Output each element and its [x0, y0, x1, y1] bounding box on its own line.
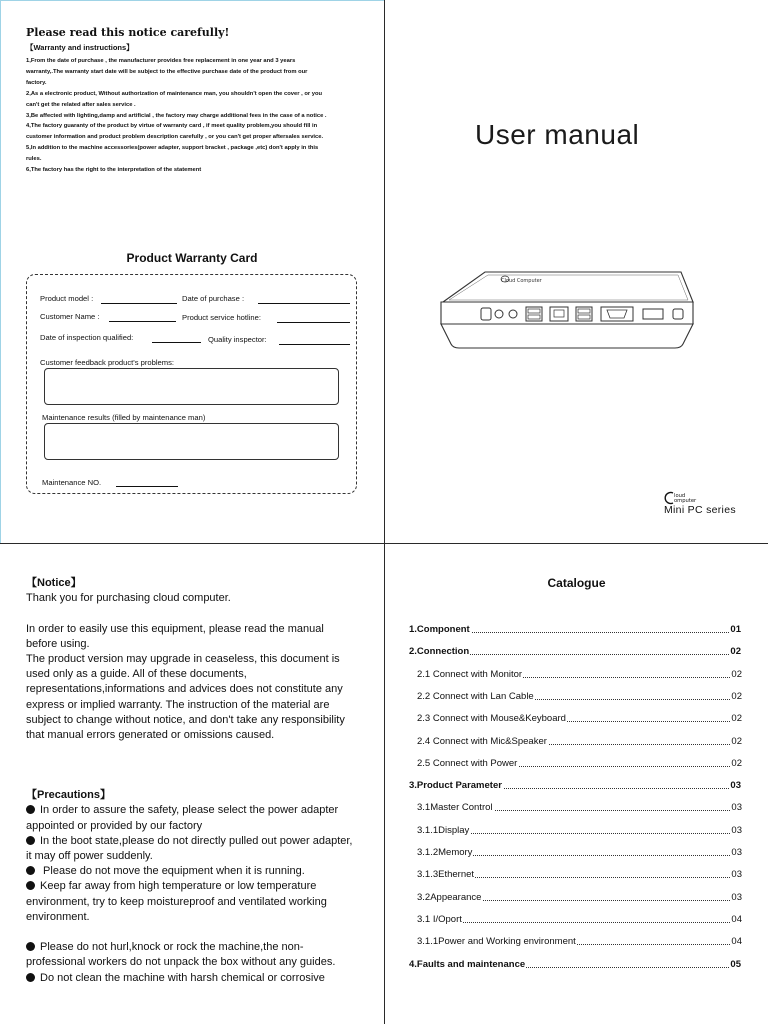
catalogue-entry-page: 03	[731, 802, 742, 814]
inspection-date-label: Date of inspection qualified:	[40, 333, 134, 342]
product-model-field[interactable]	[101, 303, 177, 304]
maintenance-no-field[interactable]	[116, 486, 178, 487]
cover-title: User manual	[475, 119, 640, 150]
cover-page	[385, 0, 768, 543]
precaution-item	[26, 803, 358, 833]
maintenance-no-label: Maintenance NO.	[42, 478, 102, 487]
thanks-text: Thank you for purchasing cloud computer.	[26, 592, 231, 605]
catalogue-entry-page: 02	[731, 757, 742, 769]
svg-text:loud: loud	[674, 493, 686, 499]
catalogue-entry[interactable]	[417, 847, 742, 858]
catalogue-page	[385, 544, 768, 1024]
catalogue-entry-page: 03	[731, 891, 742, 903]
catalogue-entry[interactable]	[417, 869, 742, 880]
catalogue-entry-page: 02	[731, 690, 742, 702]
catalogue-entry-label: 2.4 Connect with Mic&Speaker	[417, 735, 547, 747]
precaution-text: In the boot state,please do not directly pulled out power adapter, it may off power suddenly.	[26, 834, 353, 863]
service-hotline-label: Product service hotline:	[182, 313, 261, 322]
catalogue-entry-label: 2.Connection	[409, 646, 470, 658]
catalogue-entry-label: 3.1.3Ethernet	[417, 869, 475, 881]
service-hotline-field[interactable]	[277, 322, 350, 323]
catalogue-entry[interactable]	[417, 713, 742, 724]
warranty-term-line: warranty,.The warranty start date will be subject to the effective purchase date of the product from our	[26, 68, 308, 75]
catalogue-entry-page: 01	[730, 624, 741, 635]
warranty-term-line: 5,In addition to the machine accessories(power adapter, support bracket , package ,etc) don't apply in this	[26, 145, 319, 152]
warranty-card	[26, 274, 357, 494]
precaution-item	[26, 864, 358, 879]
catalogue-entry-label: 3.1.2Memory	[417, 847, 473, 858]
catalogue-entry[interactable]	[409, 959, 741, 970]
catalogue-entry-page: 03	[731, 824, 742, 836]
feedback-box[interactable]	[44, 368, 339, 405]
catalogue-entry-label: 2.5 Connect with Power	[417, 757, 518, 769]
maintenance-results-label: Maintenance results (filled by maintenance man)	[42, 413, 206, 422]
precaution-text: Keep far away from high temperature or low temperature environment, try to keep moistureproof and ventilated working environment.	[26, 880, 327, 923]
precaution-text: Please do not hurl,knock or rock the machine,the non-professional workers do not unpack the box without any guides.	[26, 941, 336, 969]
notice-precautions-page	[0, 544, 384, 1024]
warranty-subtitle: 【Warranty and instructions】	[26, 43, 134, 52]
feedback-label: Customer feedback product's problems:	[40, 358, 174, 367]
catalogue-entry-label: 1.Component	[409, 624, 470, 635]
catalogue-entry-page: 05	[730, 958, 741, 970]
catalogue-entry-label: 2.3 Connect with Mouse&Keyboard	[417, 713, 566, 725]
bullet-icon	[26, 836, 35, 845]
precaution-text: Do not clean the machine with harsh chemical or corrosive	[40, 971, 325, 984]
catalogue-entry[interactable]	[409, 624, 741, 635]
catalogue-entry[interactable]	[417, 825, 742, 836]
catalogue-entry[interactable]	[417, 691, 742, 702]
mini-pc-icon	[441, 272, 693, 348]
catalogue-entry[interactable]	[409, 646, 741, 657]
catalogue-entry-page: 04	[731, 936, 742, 948]
notice-title: Please read this notice carefully!	[26, 26, 230, 39]
catalogue-entry-label: 3.Product Parameter	[409, 780, 502, 792]
warranty-card-title: Product Warranty Card	[126, 251, 258, 265]
bullet-icon	[26, 805, 35, 814]
warranty-term-line: 3,Be affected with lighting,damp and artificial , the factory may charge additional fees in the case of a notice .	[26, 112, 327, 119]
notice-paragraph-2: The product version may upgrade in ceaseless, this document is used only as a guide. All of these documents, representations,informations and advices does not constitute any express or implied warranty. The instruction of the material are subject to change without notice, and don't take any responsibility that manual errors generated or omissions caused.	[26, 653, 345, 742]
catalogue-entry[interactable]	[417, 802, 742, 813]
precaution-item	[26, 879, 358, 925]
quality-inspector-label: Quality inspector:	[208, 335, 267, 344]
catalogue-entry-label: 3.1Master Control	[417, 802, 493, 814]
catalogue-entry[interactable]	[409, 780, 741, 791]
warranty-term-line: can't get the related after sales service .	[26, 101, 136, 108]
bullet-icon	[26, 866, 35, 875]
bullet-icon	[26, 942, 35, 951]
bullet-icon	[26, 881, 35, 890]
warranty-term-line: 1,From the date of purchase , the manufacturer provides free replacement in one year and 3 years	[26, 58, 296, 64]
catalogue-entry[interactable]	[417, 669, 742, 680]
product-model-label: Product model :	[40, 294, 94, 303]
device-logo-text: Cloud Computer	[501, 278, 542, 284]
quality-inspector-field[interactable]	[279, 344, 350, 345]
catalogue-entry[interactable]	[417, 936, 742, 947]
series-name: Mini PC series	[664, 504, 736, 516]
notice-heading: 【Notice】	[26, 577, 82, 589]
catalogue-entry[interactable]	[417, 914, 742, 925]
notice-paragraph-1: In order to easily use this equipment, please read the manual before using.	[26, 622, 324, 650]
catalogue-entry[interactable]	[417, 758, 742, 769]
catalogue-entry[interactable]	[417, 736, 742, 747]
warranty-term-line: rules.	[26, 156, 42, 163]
customer-name-label: Customer Name :	[40, 312, 100, 321]
date-of-purchase-field[interactable]	[258, 303, 350, 304]
warranty-term-line: factory.	[26, 79, 47, 86]
catalogue-entry-page: 03	[731, 869, 742, 881]
warranty-term-line: 4,The factory guaranty of the product by virtue of warranty card , if meet quality problem,you should fill in	[26, 123, 318, 130]
inspection-date-field[interactable]	[152, 342, 201, 343]
warranty-terms-list	[26, 56, 366, 176]
catalogue-title: Catalogue	[547, 576, 606, 590]
warranty-term-line: customer information and product problem description carefully , or you can't get proper aftersales service.	[26, 134, 324, 141]
precaution-item	[26, 834, 358, 864]
warranty-term-line: 2,As a electronic product, Without authorization of maintenance man, you shouldn't open the cover , or you	[26, 90, 323, 97]
catalogue-entry-page: 03	[730, 780, 741, 792]
precaution-item	[26, 940, 358, 970]
mini-pc-illustration	[435, 262, 697, 360]
catalogue-entry-page: 02	[731, 713, 742, 725]
maintenance-results-box[interactable]	[44, 423, 339, 460]
precaution-text: Please do not move the equipment when it is running.	[40, 865, 305, 878]
precaution-item	[26, 971, 358, 986]
catalogue-entry-label: 3.1.1Display	[417, 824, 470, 836]
precautions-heading: 【Precautions】	[26, 789, 111, 802]
catalogue-entry-page: 03	[731, 847, 742, 858]
svg-text:omputer: omputer	[674, 498, 697, 504]
catalogue-entry-page: 02	[731, 668, 742, 680]
precaution-text: In order to assure the safety, please select the power adapter appointed or provided by our factory	[26, 804, 339, 832]
catalogue-entry-page: 02	[731, 735, 742, 747]
customer-name-field[interactable]	[109, 321, 176, 322]
catalogue-entry-page: 04	[731, 913, 742, 925]
catalogue-entry-label: 4.Faults and maintenance	[409, 958, 526, 970]
date-of-purchase-label: Date of purchase :	[182, 294, 245, 303]
catalogue-entry[interactable]	[417, 892, 742, 903]
catalogue-entry-label: 2.2 Connect with Lan Cable	[417, 690, 534, 702]
precautions-list	[26, 803, 358, 985]
catalogue-entry-label: 3.2Appearance	[417, 891, 482, 903]
catalogue-entry-label: 2.1 Connect with Monitor	[417, 668, 523, 680]
warranty-notice-page	[0, 0, 384, 543]
warranty-term-line: 6,The factory has the right to the interpretation of the statement	[26, 167, 202, 174]
catalogue-entry-label: 3.1.1Power and Working environment	[417, 936, 576, 948]
catalogue-entry-label: 3.1 I/Oport	[417, 913, 462, 925]
bullet-icon	[26, 973, 35, 982]
catalogue-entry-page: 02	[730, 646, 741, 658]
